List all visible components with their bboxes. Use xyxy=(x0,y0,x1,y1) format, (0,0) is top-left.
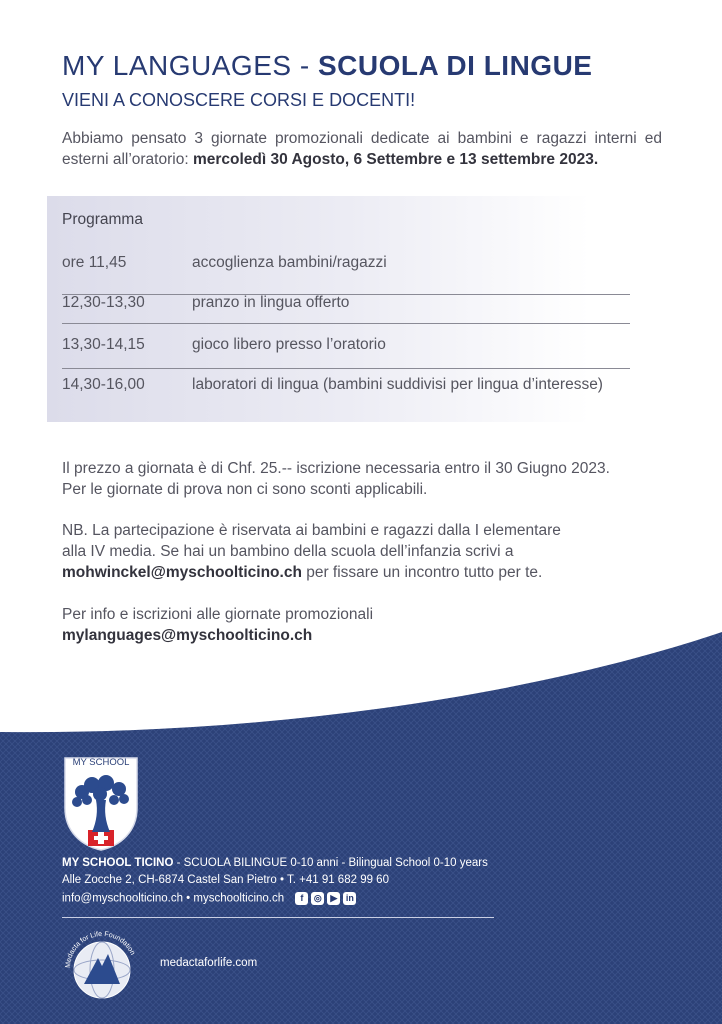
program-time: 13,30-14,15 xyxy=(62,336,145,353)
page-subtitle: VIENI A CONOSCERE CORSI E DOCENTI! xyxy=(62,90,416,110)
program-activity: gioco libero presso l’oratorio xyxy=(192,336,386,353)
logo-label: MY SCHOOL xyxy=(72,757,130,768)
intro-dates: mercoledì 30 Agosto, 6 Settembre e 13 settembre 2023. xyxy=(192,151,599,168)
foundation-arc-text: Medacta for Life Foundation xyxy=(64,930,136,969)
note-line2: alla IV media. Se hai un bambino della scuola dell’infanzia scrivi a xyxy=(62,543,514,560)
youtube-icon[interactable]: ▶ xyxy=(327,892,340,905)
program-activity: pranzo in lingua offerto xyxy=(192,294,350,311)
footer-contacts-line xyxy=(62,892,356,905)
social-icons xyxy=(295,892,356,905)
title-dash: - xyxy=(291,50,318,81)
title-regular: MY LANGUAGES xyxy=(62,50,292,81)
linkedin-icon[interactable]: in xyxy=(343,892,356,905)
intro-text: Abbiamo pensato 3 giornate promozionali dedicate ai bambini e ragazzi interni ed esterni all’oratorio: xyxy=(62,130,662,168)
info-email-link[interactable]: mylanguages@myschoolticino.ch xyxy=(62,627,313,644)
footer-divider xyxy=(62,917,494,918)
footer-address: Alle Zocche 2, CH-6874 Castel San Pietro • T. +41 91 682 99 60 xyxy=(62,874,389,886)
price-line1: Il prezzo a giornata è di Chf. 25.-- iscrizione necessaria entro il 30 Giugno 2023. xyxy=(62,460,610,477)
program-time: 12,30-13,30 xyxy=(62,294,145,311)
program-title: Programma xyxy=(62,211,143,228)
footer-school-desc: - SCUOLA BILINGUE 0-10 anni - Bilingual School 0-10 years xyxy=(173,857,488,869)
note-email-link[interactable]: mohwinckel@myschoolticino.ch xyxy=(62,564,302,581)
program-activity: accoglienza bambini/ragazzi xyxy=(192,254,387,271)
title-bold: SCUOLA DI LINGUE xyxy=(317,50,593,81)
note-line3: per fissare un incontro tutto per te. xyxy=(301,564,543,581)
footer-contacts[interactable]: info@myschoolticino.ch • myschoolticino.ch xyxy=(62,892,285,905)
footer-school-line xyxy=(62,857,488,869)
program-activity: laboratori di lingua (bambini suddivisi per lingua d’interesse) xyxy=(192,376,603,393)
footer-school-name: MY SCHOOL TICINO xyxy=(62,857,174,869)
foundation-url[interactable]: medactaforlife.com xyxy=(160,957,258,969)
facebook-icon[interactable]: f xyxy=(295,892,308,905)
program-time: ore 11,45 xyxy=(62,254,127,271)
myschool-logo-icon xyxy=(62,756,140,852)
medacta-globe-icon xyxy=(62,928,142,1004)
instagram-icon[interactable]: ◎ xyxy=(311,892,324,905)
program-time: 14,30-16,00 xyxy=(62,376,145,393)
price-line2: Per le giornate di prova non ci sono sconti applicabili. xyxy=(62,481,428,498)
info-line1: Per info e iscrizioni alle giornate promozionali xyxy=(62,606,374,623)
note-line1: NB. La partecipazione è riservata ai bambini e ragazzi dalla I elementare xyxy=(62,522,561,539)
